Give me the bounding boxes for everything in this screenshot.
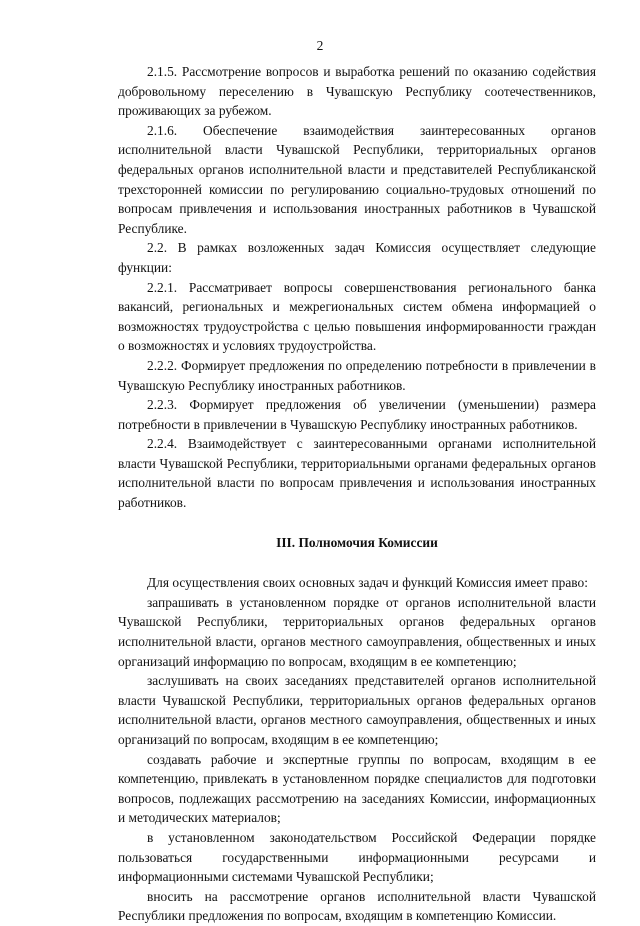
paragraph-2-1-5: 2.1.5. Рассмотрение вопросов и выработка решений по оказанию содействия добровольному переселению в Чувашскую Республику соотечественников, проживающих за рубежом.	[118, 64, 596, 119]
power-use-information-resources: в установленном законодательством Российской Федерации порядке пользоваться государственными информационными ресурсами и информационными системами Чувашской Республики;	[118, 829, 596, 885]
paragraph-2-2-2: 2.2.2. Формирует предложения по определению потребности в привлечении в Чувашскую Республику иностранных работников.	[118, 357, 596, 393]
power-submit-proposals: вносить на рассмотрение органов исполнительной власти Чувашской Республики предложения по вопросам, входящим в компетенцию Комиссии.	[118, 888, 596, 924]
page-number: 2	[316, 38, 324, 53]
powers-intro: Для осуществления своих основных задач и функций Комиссия имеет право:	[147, 575, 588, 591]
document-body	[118, 62, 596, 926]
power-request-information: запрашивать в установленном порядке от органов исполнительной власти Чувашской Республики, территориальных органов федеральных органов исполнительной власти, органов местного самоуправления, общественных и иных организаций информацию по вопросам, входящим в ее компетенцию;	[118, 594, 596, 669]
paragraph-2-2-3: 2.2.3. Формирует предложения об увеличении (уменьшении) размера потребности в привлечении в Чувашскую Республику иностранных работников.	[118, 397, 596, 432]
paragraph-2-2: 2.2. В рамках возложенных задач Комиссия осуществляет следующие функции:	[118, 240, 596, 275]
power-create-working-groups: создавать рабочие и экспертные группы по вопросам, входящим в ее компетенцию, привлекать в установленном порядке специалистов для подготовки вопросов, подлежащих рассмотрению на заседаниях Комиссии, информационных и методических материалов;	[118, 751, 596, 826]
paragraph-2-2-4: 2.2.4. Взаимодействует с заинтересованными органами исполнительной власти Чувашской Республики, территориальными органами федеральных органов исполнительной власти по вопросам привлечения и использования иностранных работников.	[118, 436, 596, 511]
section-title: III. Полномочия Комиссии	[276, 534, 438, 550]
paragraph-2-1-6: 2.1.6. Обеспечение взаимодействия заинтересованных органов исполнительной власти Чувашской Республики, территориальных органов федеральных органов исполнительной власти и представителей Республиканской трехсторонней комиссии по регулированию социально-трудовых отношений по вопросам привлечения и использования иностранных работников в Чувашской Республике.	[118, 122, 596, 236]
power-hear-representatives: заслушивать на своих заседаниях представителей органов исполнительной власти Чувашской Республики, территориальных органов федеральных органов исполнительной власти, органов местного самоуправления, общественных и иных организаций по вопросам, входящим в ее компетенцию;	[118, 673, 596, 747]
paragraph-2-2-1: 2.2.1. Рассматривает вопросы совершенствования регионального банка вакансий, региональных и межрегиональных систем обмена информацией о возможностях трудоустройства с целью повышения информированности граждан о возможностях и условиях трудоустройства.	[118, 279, 596, 354]
